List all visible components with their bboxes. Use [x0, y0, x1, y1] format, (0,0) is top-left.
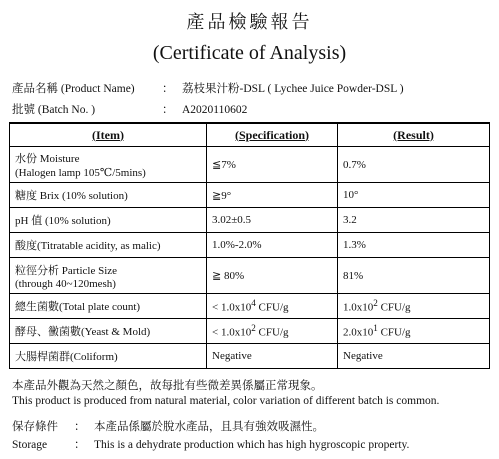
table-row	[10, 233, 490, 258]
row-result	[338, 319, 490, 344]
table-row	[10, 319, 490, 344]
result-base: 1.0x10	[343, 301, 374, 314]
row-spec: ≧9°	[207, 183, 338, 208]
result-exponent: 1	[373, 323, 378, 334]
row-spec: ≧ 80%	[207, 258, 338, 294]
batch-label: 批號 (Batch No. )	[12, 104, 96, 116]
result-exponent: 2	[373, 298, 378, 309]
row-spec: Negative	[207, 344, 338, 369]
item-line: 水份 Moisture	[15, 153, 80, 165]
row-item	[10, 147, 207, 183]
storage-row-chinese	[12, 418, 324, 434]
title-english: (Certificate of Analysis)	[152, 42, 347, 64]
product-name-row	[12, 80, 404, 96]
row-result	[338, 294, 490, 319]
row-spec: 1.0%-2.0%	[207, 233, 338, 258]
product-name-value: 荔枝果汁粉-DSL ( Lychee Juice Powder-DSL )	[182, 83, 404, 95]
storage-key-zh: 保存條件	[12, 421, 58, 433]
row-item: pH 值 (10% solution)	[10, 208, 207, 233]
row-result: 0.7%	[338, 147, 490, 183]
spec-unit: CFU/g	[255, 326, 289, 339]
item-line: 粒徑分析 Particle Size	[15, 264, 118, 277]
product-name-colon: ：	[162, 83, 174, 95]
row-result: 81%	[338, 258, 490, 294]
table-row	[10, 294, 490, 319]
row-result: Negative	[338, 344, 490, 369]
spec-unit: CFU/g	[255, 301, 289, 314]
row-result: 3.2	[338, 208, 490, 233]
spec-base: < 1.0x10	[212, 301, 252, 314]
spec-exponent: 2	[251, 323, 256, 334]
batch-value: A2020110602	[182, 104, 248, 116]
table-row	[10, 258, 490, 294]
item-subline: (through 40~120mesh)	[15, 277, 116, 290]
storage-row-english	[12, 436, 409, 452]
row-result: 10°	[338, 183, 490, 208]
spec-exponent: 4	[251, 298, 256, 309]
storage-colon-zh: ：	[74, 421, 86, 433]
batch-row	[12, 101, 247, 117]
result-unit: CFU/g	[377, 301, 411, 314]
storage-key-en: Storage	[12, 439, 48, 451]
row-item: 酵母、黴菌數(Yeast & Mold)	[10, 319, 207, 344]
row-item: 總生菌數(Total plate count)	[10, 294, 207, 319]
row-item	[10, 258, 207, 294]
item-subline: (Halogen lamp 105℃/5mins)	[15, 167, 146, 179]
row-item: 糖度 Brix (10% solution)	[10, 183, 207, 208]
result-unit: CFU/g	[377, 326, 411, 339]
note-chinese: 本產品外觀為天然之顏色，故每批有些微差異係屬正常現象。	[12, 380, 323, 392]
storage-value-zh: 本產品係屬於脫水產品，且具有強效吸濕性。	[94, 421, 324, 433]
product-name-label: 產品名稱 (Product Name)	[12, 83, 135, 95]
header-result: (Result)	[338, 123, 490, 147]
header-specification: (Specification)	[207, 123, 338, 147]
analysis-table	[9, 122, 490, 369]
table-row	[10, 147, 490, 183]
table-row	[10, 208, 490, 233]
row-spec	[207, 294, 338, 319]
row-spec	[207, 319, 338, 344]
row-item: 大腸桿菌群(Coliform)	[10, 344, 207, 369]
batch-colon: ：	[162, 104, 174, 116]
title-chinese: 產品檢驗報告	[186, 12, 313, 32]
row-result: 1.3%	[338, 233, 490, 258]
row-spec: ≦7%	[207, 147, 338, 183]
table-row	[10, 183, 490, 208]
note-english: This product is produced from natural material, color variation of different batch is common.	[12, 395, 440, 407]
storage-colon-en: ：	[74, 439, 86, 451]
header-item: (Item)	[10, 123, 207, 147]
table-row	[10, 344, 490, 369]
storage-value-en: This is a dehydrate production which has high hygroscopic property.	[94, 439, 410, 451]
spec-base: < 1.0x10	[212, 326, 252, 339]
row-item: 酸度(Titratable acidity, as malic)	[10, 233, 207, 258]
row-spec: 3.02±0.5	[207, 208, 338, 233]
table-header-row	[10, 123, 490, 147]
result-base: 2.0x10	[343, 326, 374, 339]
